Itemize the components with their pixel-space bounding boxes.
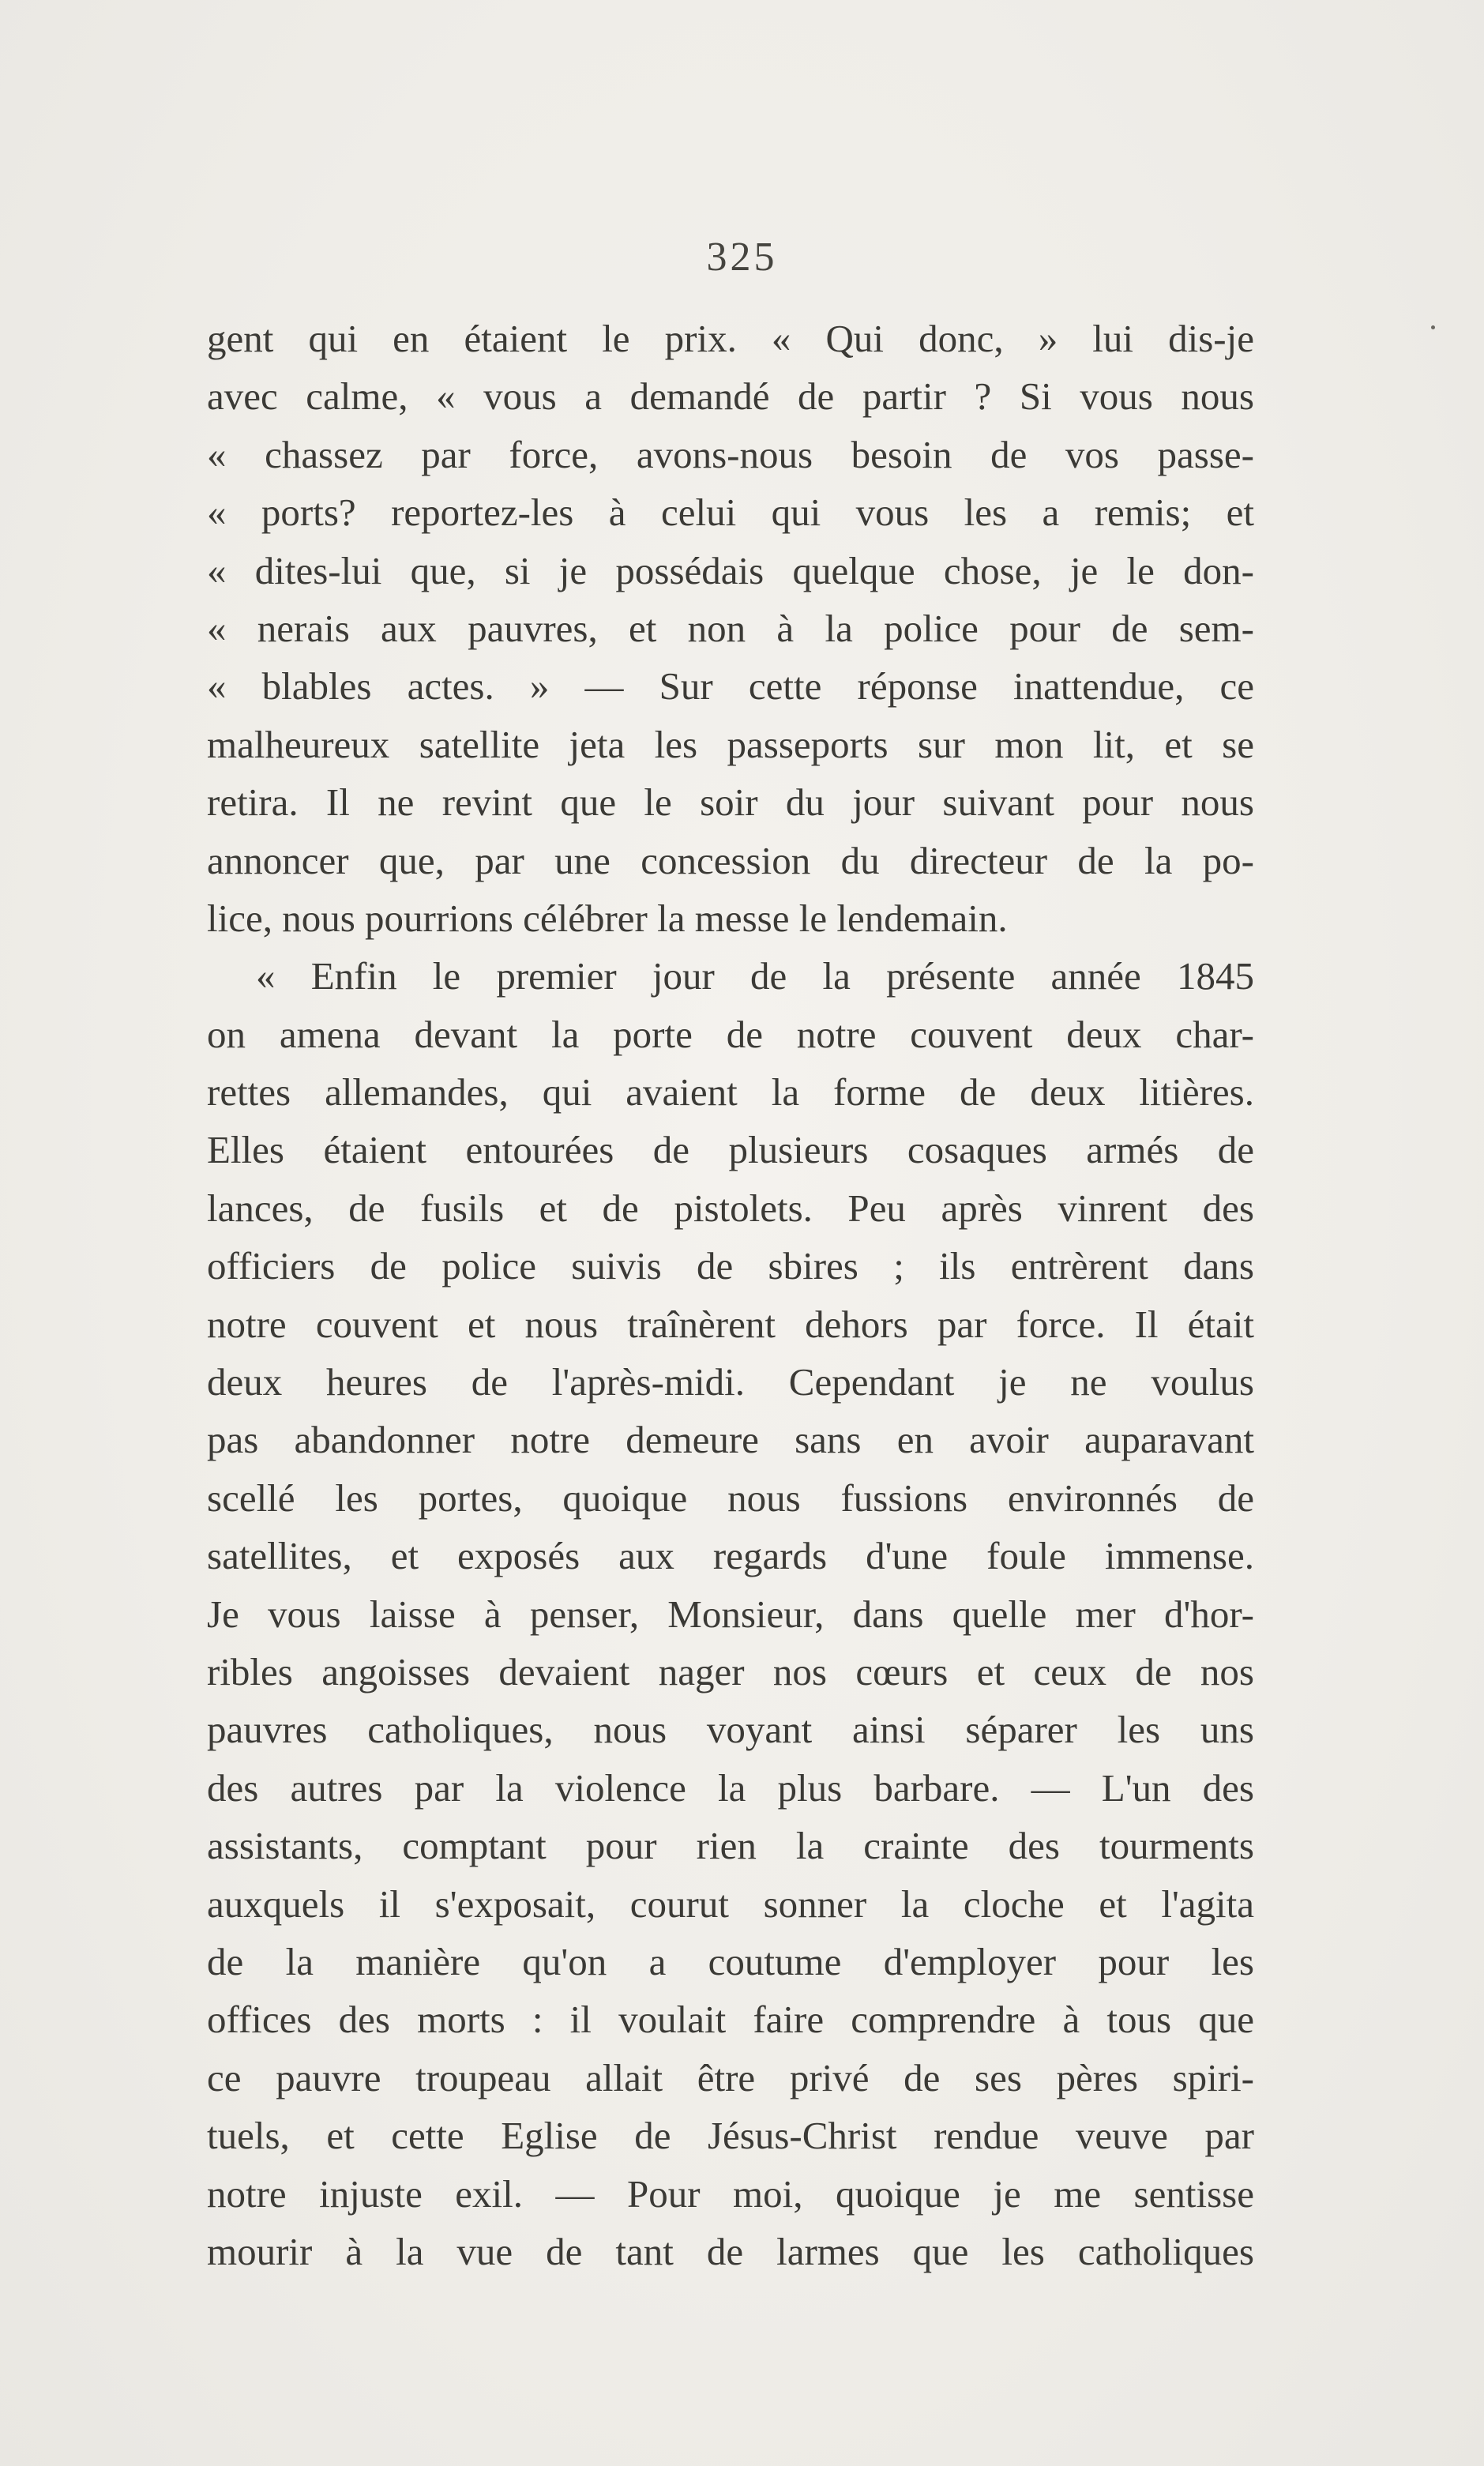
text-line: de la manière qu'on a coutume d'employer pour les [207, 1939, 1254, 1983]
text-line: notre couvent et nous traînèrent dehors par force. Il était [207, 1302, 1254, 1346]
text-line: des autres par la violence la plus barbare. — L'un des [207, 1765, 1254, 1810]
text-line: annoncer que, par une concession du directeur de la po- [207, 838, 1254, 882]
text-line: pauvres catholiques, nous voyant ainsi séparer les uns [207, 1708, 1254, 1752]
body-text [207, 310, 1254, 2280]
text-line: lances, de fusils et de pistolets. Peu après vinrent des [207, 1186, 1254, 1230]
text-line: deux heures de l'après-midi. Cependant je ne voulus [207, 1360, 1254, 1404]
page-number: 325 [706, 235, 778, 280]
text-line: on amena devant la porte de notre couvent deux char- [207, 1012, 1254, 1056]
text-line: retira. Il ne revint que le soir du jour suivant pour nous [207, 780, 1254, 825]
text-line: officiers de police suivis de sbires ; ils entrèrent dans [207, 1244, 1254, 1288]
paper-speck [1431, 325, 1435, 329]
text-line: « nerais aux pauvres, et non à la police pour de sem- [207, 606, 1254, 650]
text-line: avec calme, « vous a demandé de partir ? Si vous nous [207, 374, 1254, 419]
text-line: pas abandonner notre demeure sans en avoir auparavant [207, 1418, 1254, 1462]
text-line: « blables actes. » — Sur cette réponse inattendue, ce [207, 664, 1254, 709]
text-line: ribles angoisses devaient nager nos cœurs et ceux de nos [207, 1649, 1254, 1693]
text-line: « ports? reportez-les à celui qui vous les a remis; et [207, 491, 1254, 535]
text-line: « chassez par force, avons-nous besoin de vos passe- [207, 432, 1254, 476]
text-line: rettes allemandes, qui avaient la forme de deux litières. [207, 1070, 1254, 1115]
text-line: mourir à la vue de tant de larmes que les catholiques [207, 2229, 1254, 2273]
text-line: assistants, comptant pour rien la crainte des tourments [207, 1824, 1254, 1868]
text-line: notre injuste exil. — Pour moi, quoique je me sentisse [207, 2171, 1254, 2216]
text-line: malheureux satellite jeta les passeports sur mon lit, et se [207, 722, 1254, 766]
text-line: « dites-lui que, si je possédais quelque chose, je le don- [207, 548, 1254, 592]
text-line: Je vous laisse à penser, Monsieur, dans quelle mer d'hor- [207, 1592, 1254, 1636]
text-line: lice, nous pourrions célébrer la messe le lendemain. [207, 896, 1008, 940]
text-line: « Enfin le premier jour de la présente année 1845 [256, 954, 1254, 998]
text-line: auxquels il s'exposait, courut sonner la cloche et l'agita [207, 1881, 1254, 1926]
text-line: gent qui en étaient le prix. « Qui donc, » lui dis-je [207, 317, 1254, 360]
text-line: tuels, et cette Eglise de Jésus-Christ rendue veuve par [207, 2114, 1254, 2158]
text-line: Elles étaient entourées de plusieurs cosaques armés de [207, 1128, 1254, 1172]
text-line: offices des morts : il voulait faire comprendre à tous que [207, 1998, 1254, 2042]
text-line: ce pauvre troupeau allait être privé de ses pères spiri- [207, 2055, 1254, 2099]
text-line: satellites, et exposés aux regards d'une foule immense. [207, 1534, 1254, 1578]
text-line: scellé les portes, quoique nous fussions environnés de [207, 1475, 1254, 1520]
